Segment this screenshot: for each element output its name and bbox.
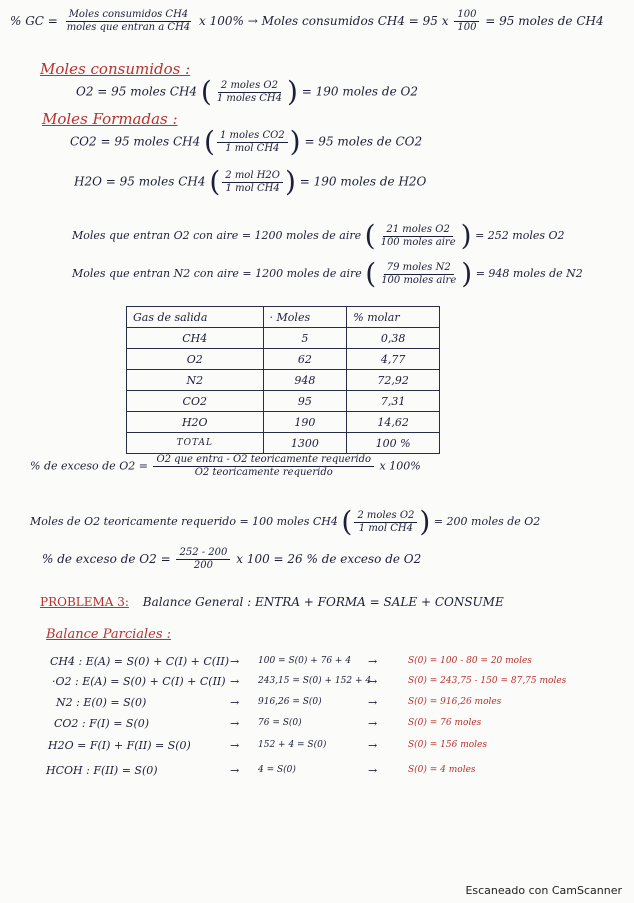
formed-heading: Moles Formadas : [42, 110, 178, 128]
excess-calc-den: 200 [193, 560, 213, 571]
problem3-line [40, 596, 504, 608]
balance-row-c: S(0) = 4 moles [408, 765, 476, 775]
h2o-formed-text: H2O = 95 moles CH4 [74, 174, 206, 189]
table-cell: CH4 [127, 328, 264, 349]
table-cell: CO2 [127, 391, 264, 412]
table-cell: 14,62 [347, 412, 440, 433]
balance-row-c: S(0) = 156 moles [408, 740, 487, 750]
excess-calc-num: 252 - 200 [176, 548, 230, 560]
co2-formed-num: 1 moles CO2 [217, 131, 288, 143]
table-cell: 0,38 [347, 328, 440, 349]
excess-numerator: O2 que entra - O2 teoricamente requerido [153, 455, 374, 467]
arrow-icon: → [230, 764, 240, 777]
balance-row-a: H2O = F(I) + F(II) = S(0) [48, 739, 191, 752]
table-cell: 7,31 [347, 391, 440, 412]
arrow-icon: → [230, 655, 240, 668]
n2-air-num: 79 moles N2 [384, 263, 454, 275]
balance-row-c: S(0) = 100 - 80 = 20 moles [408, 656, 532, 666]
camscanner-footer: Escaneado con CamScanner [465, 884, 622, 897]
column-header: · Moles [263, 307, 347, 328]
excess-multiplier: x 100% [379, 459, 421, 473]
gc-denominator: moles que entran a CH4 [66, 22, 191, 33]
column-header: Gas de salida [127, 307, 264, 328]
o2-consumed-result: = 190 moles de O2 [301, 84, 418, 99]
column-header: % molar [347, 307, 440, 328]
excess-fraction [153, 455, 374, 478]
table-cell: O2 [127, 349, 264, 370]
arrow-icon: → [368, 764, 378, 777]
theoretical-o2-num: 2 moles O2 [354, 511, 417, 523]
arrow-icon: → [247, 14, 258, 28]
table-cell: 1300 [263, 433, 347, 454]
balance-row-c: S(0) = 916,26 moles [408, 697, 502, 707]
o2-air-text: Moles que entran O2 con aire = 1200 moles de aire [72, 229, 362, 242]
gc-rhs-denominator: 100 [457, 22, 477, 33]
co2-formed-text: CO2 = 95 moles CH4 [70, 134, 201, 149]
o2-air-den: 100 moles aire [380, 236, 456, 248]
excess-lhs: % de exceso de O2 = [30, 459, 148, 473]
partial-balance-heading: Balance Parciales : [46, 627, 172, 642]
gc-formula-line [10, 10, 604, 33]
balance-row-a: HCOH : F(II) = S(0) [46, 764, 158, 777]
balance-row-a: N2 : E(0) = S(0) [56, 696, 147, 709]
o2-consumed-den: 1 moles CH4 [216, 92, 283, 104]
o2-air-line: Moles que entran O2 con aire = 1200 moles de aire ( $\frac{\text{21 moles O2}}{\text{100 moles aire}}$ ) = 252 moles O2 [72, 219, 565, 252]
arrow-icon: → [368, 675, 378, 688]
table-cell: 4,77 [347, 349, 440, 370]
table-cell: 72,92 [347, 370, 440, 391]
o2-air-fraction [378, 225, 459, 248]
balance-row-b: 916,26 = S(0) [258, 697, 322, 707]
table-row [127, 391, 440, 412]
balance-row-b: 152 + 4 = S(0) [258, 740, 327, 750]
h2o-formed-result: = 190 moles de H2O [299, 174, 427, 189]
o2-air-num: 21 moles O2 [383, 225, 452, 237]
balance-row-a: CH4 : E(A) = S(0) + C(I) + C(II) [50, 655, 230, 668]
gc-rhs-numerator: 100 [454, 10, 479, 22]
table-header-row [127, 307, 440, 328]
gc-rhs-result: = 95 moles de CH4 [485, 14, 604, 28]
balance-row-b: 76 = S(0) [258, 718, 302, 728]
table-cell: H2O [127, 412, 264, 433]
arrow-icon: → [368, 655, 378, 668]
gc-numerator: Moles consumidos CH4 [66, 10, 191, 22]
theoretical-o2-fraction [354, 511, 417, 534]
table-row [127, 328, 440, 349]
o2-consumed-text: O2 = 95 moles CH4 [76, 84, 198, 99]
table-row [127, 349, 440, 370]
theoretical-o2-text: Moles de O2 teoricamente requerido = 100 moles CH4 [30, 515, 338, 528]
excess-formula-line [30, 455, 421, 478]
co2-formed-den: 1 mol CH4 [225, 142, 280, 154]
arrow-icon: → [230, 739, 240, 752]
h2o-formed-fraction [222, 171, 283, 194]
co2-formed-line: CO2 = 95 moles CH4 ( $\frac{\text{1 moles CO2}}{\text{1 mol CH4}}$ ) = 95 moles de CO2 [70, 125, 423, 158]
gc-rhs-fraction [454, 10, 479, 33]
arrow-icon: → [230, 717, 240, 730]
gc-fraction [64, 10, 193, 33]
arrow-icon: → [368, 739, 378, 752]
general-balance: Balance General : ENTRA + FORMA = SALE + CONSUME [142, 595, 504, 609]
balance-row-a: ·O2 : E(A) = S(0) + C(I) + C(II) [52, 675, 226, 688]
n2-air-text: Moles que entran N2 con aire = 1200 moles de aire [72, 267, 362, 280]
excess-denominator: O2 teoricamente requerido [194, 467, 333, 478]
theoretical-o2-line: Moles de O2 teoricamente requerido = 100 moles CH4 ( $\frac{\text{2 moles O2}}{\text{1 mol CH4}}$ ) = 200 moles de O2 [30, 505, 541, 538]
gc-multiplier: x 100% [199, 14, 244, 28]
table-cell: 62 [263, 349, 347, 370]
balance-row-b: 243,15 = S(0) + 152 + 4 [258, 676, 372, 686]
n2-air-line: Moles que entran N2 con aire = 1200 moles de aire ( $\frac{\text{79 moles N2}}{\text{100 moles aire}}$ ) = 948 moles de N2 [72, 257, 583, 290]
balance-row-c: S(0) = 76 moles [408, 718, 482, 728]
balance-row-b: 4 = S(0) [258, 765, 296, 775]
table-cell: 190 [263, 412, 347, 433]
co2-formed-result: = 95 moles de CO2 [304, 134, 423, 149]
h2o-formed-line: H2O = 95 moles CH4 ( $\frac{\text{2 mol H2O}}{\text{1 mol CH4}}$ ) = 190 moles de H2O [74, 165, 427, 198]
excess-calc-lhs: % de exceso de O2 = [42, 552, 171, 566]
arrow-icon: → [368, 696, 378, 709]
table-cell: N2 [127, 370, 264, 391]
excess-calc-fraction [176, 548, 230, 571]
o2-consumed-line: O2 = 95 moles CH4 ( $\frac{\text{2 moles O2}}{\text{1 moles CH4}}$ ) = 190 moles de O2 [76, 75, 418, 108]
o2-consumed-num: 2 moles O2 [218, 81, 281, 93]
table-cell: TOTAL [127, 433, 264, 454]
table-cell: 95 [263, 391, 347, 412]
table-cell: 100 % [347, 433, 440, 454]
gc-lhs: % GC = [10, 14, 58, 28]
h2o-formed-num: 2 mol H2O [222, 171, 283, 183]
co2-formed-fraction [217, 131, 288, 154]
n2-air-result: = 948 moles de N2 [475, 267, 583, 280]
table-cell: 5 [263, 328, 347, 349]
balance-row-c: S(0) = 243,75 - 150 = 87,75 moles [408, 676, 567, 686]
h2o-formed-den: 1 mol CH4 [225, 182, 280, 194]
n2-air-den: 100 moles aire [381, 274, 457, 286]
table-row [127, 433, 440, 454]
theoretical-o2-den: 1 mol CH4 [358, 522, 413, 534]
arrow-icon: → [230, 675, 240, 688]
table-row [127, 412, 440, 433]
consumed-heading: Moles consumidos : [40, 60, 191, 78]
o2-air-result: = 252 moles O2 [475, 229, 565, 242]
table-row [127, 370, 440, 391]
outlet-gas-table [126, 306, 440, 454]
gc-rhs-text: Moles consumidos CH4 = 95 x [261, 14, 449, 28]
problem3-title: PROBLEMA 3: [40, 595, 129, 609]
o2-consumed-fraction [214, 81, 285, 104]
arrow-icon: → [368, 717, 378, 730]
n2-air-fraction [378, 263, 459, 286]
table-cell: 948 [263, 370, 347, 391]
excess-calc-result: x 100 = 26 % de exceso de O2 [236, 552, 422, 566]
theoretical-o2-result: = 200 moles de O2 [433, 515, 541, 528]
arrow-icon: → [230, 696, 240, 709]
excess-calc-line [42, 548, 421, 571]
balance-row-b: 100 = S(0) + 76 + 4 [258, 656, 352, 666]
balance-row-a: CO2 : F(I) = S(0) [54, 717, 150, 730]
